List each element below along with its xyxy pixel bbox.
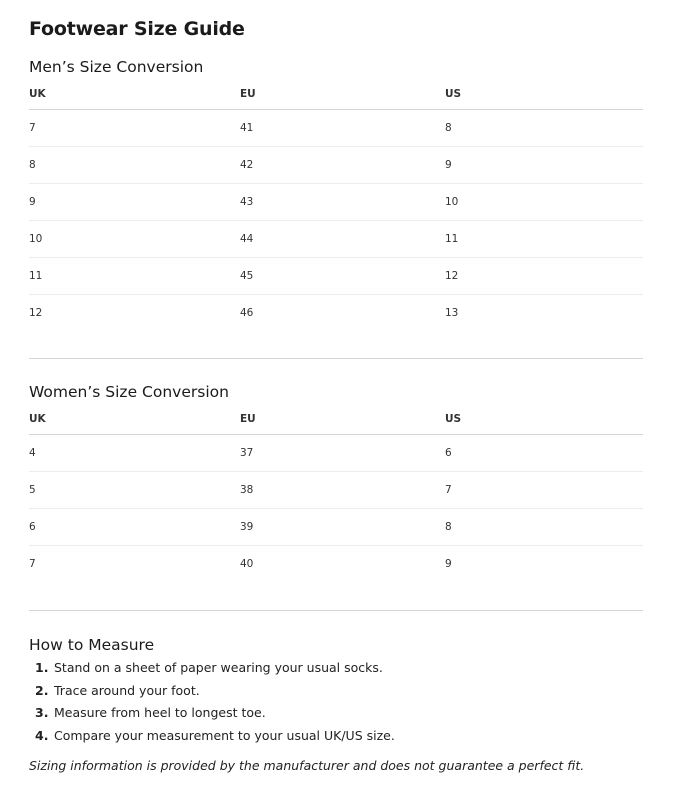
step-text: Measure from heel to longest toe. [54,705,266,721]
cell-uk: 11 [29,270,43,282]
cell-us: 9 [445,159,452,171]
cell-us: 8 [445,521,452,533]
mens-size-table [29,88,643,331]
cell-eu: 40 [240,558,254,570]
step-text: Trace around your foot. [54,682,200,698]
column-header-eu: EU [240,413,256,425]
cell-eu: 38 [240,484,254,496]
column-header-eu: EU [240,88,256,100]
cell-uk: 8 [29,159,36,171]
cell-eu: 46 [240,307,254,319]
table-row [29,147,643,184]
table-row [29,184,643,221]
cell-eu: 44 [240,233,254,245]
womens-size-table [29,413,643,582]
section-divider [29,610,643,611]
page-title: Footwear Size Guide [29,18,245,40]
cell-uk: 7 [29,558,36,570]
cell-us: 7 [445,484,452,496]
cell-uk: 12 [29,307,43,319]
section-divider [29,358,643,359]
cell-eu: 42 [240,159,254,171]
step-number: 4. [35,728,49,744]
cell-eu: 39 [240,521,254,533]
cell-us: 13 [445,307,459,319]
cell-us: 10 [445,196,459,208]
table-row [29,258,643,295]
table-row [29,221,643,258]
table-row [29,546,643,582]
step-number: 3. [35,705,49,721]
disclaimer-text: Sizing information is provided by the manufacturer and does not guarantee a perfect fit. [29,758,585,773]
cell-us: 9 [445,558,452,570]
table-row [29,295,643,331]
cell-us: 8 [445,122,452,134]
list-item [35,705,395,728]
step-number: 2. [35,682,49,698]
table-row [29,472,643,509]
step-text: Compare your measurement to your usual UK/US size. [54,728,395,744]
cell-uk: 7 [29,122,36,134]
cell-eu: 41 [240,122,254,134]
womens-heading: Women’s Size Conversion [29,383,229,401]
mens-heading: Men’s Size Conversion [29,58,204,76]
table-row [29,435,643,472]
column-header-us: US [445,88,462,100]
cell-eu: 45 [240,270,254,282]
cell-uk: 9 [29,196,36,208]
step-number: 1. [35,660,49,675]
how-to-measure-heading: How to Measure [29,636,155,654]
measure-steps-list [35,660,395,751]
list-item [35,728,395,751]
column-header-us: US [445,413,462,425]
column-header-uk: UK [29,88,46,100]
cell-eu: 43 [240,196,254,208]
cell-uk: 10 [29,233,43,245]
list-item [35,683,395,706]
cell-uk: 5 [29,484,36,496]
cell-eu: 37 [240,447,254,459]
table-row [29,509,643,546]
cell-uk: 6 [29,521,36,533]
list-item [35,660,395,683]
cell-uk: 4 [29,447,36,459]
cell-us: 11 [445,233,459,245]
cell-us: 6 [445,447,452,459]
step-text: Stand on a sheet of paper wearing your usual socks. [54,660,383,675]
table-row [29,110,643,147]
cell-us: 12 [445,270,459,282]
column-header-uk: UK [29,413,46,425]
table-header [29,88,643,110]
table-header [29,413,643,435]
